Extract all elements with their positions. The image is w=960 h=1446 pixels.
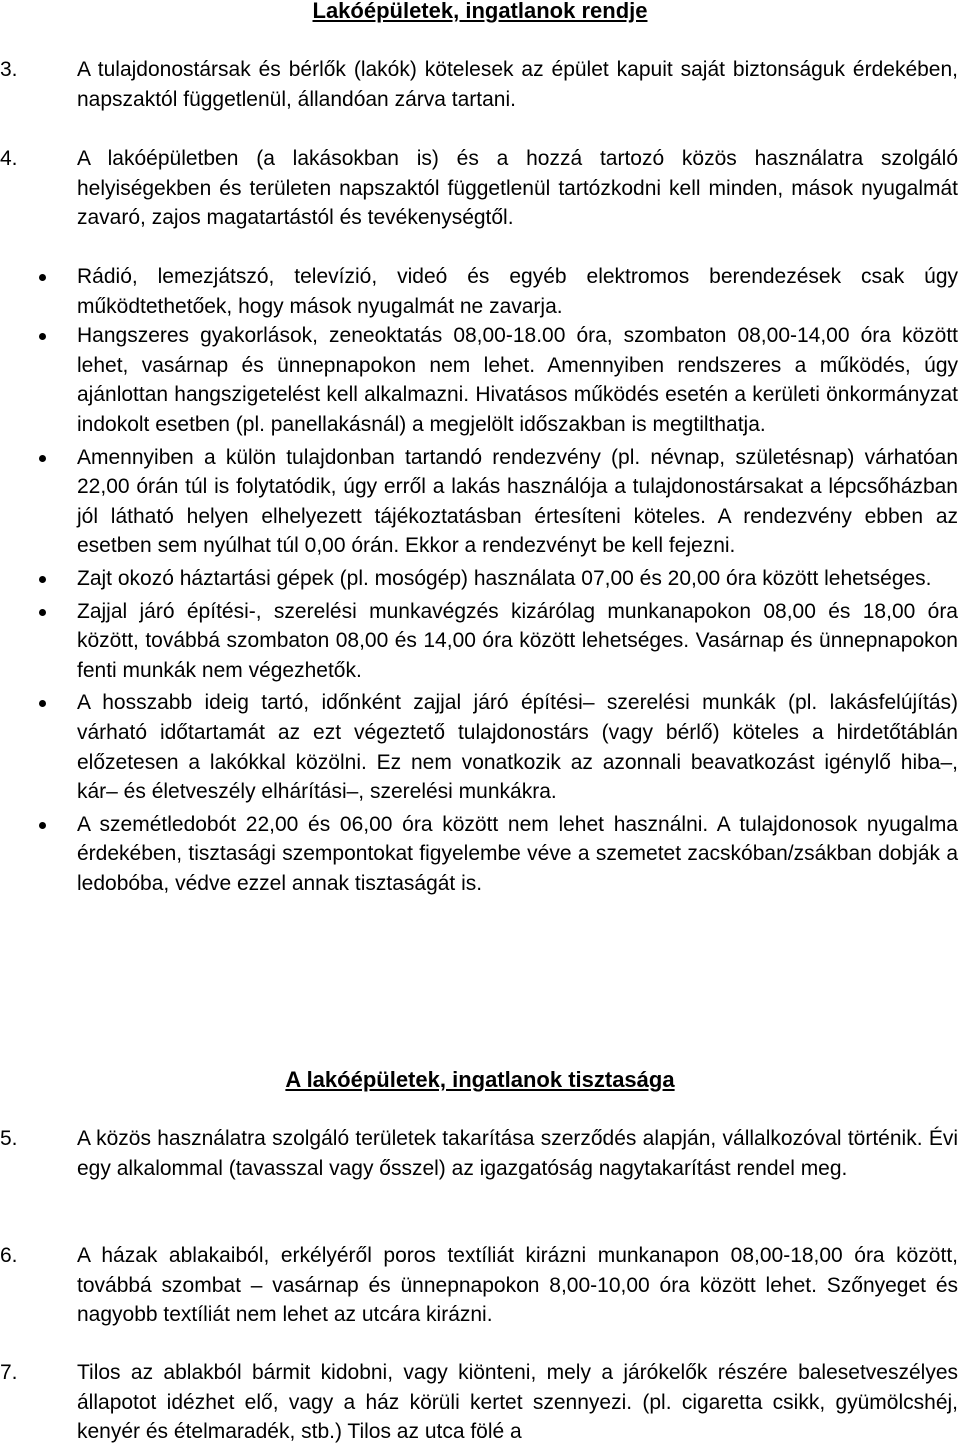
list-item [0, 688, 958, 806]
bullet-list [0, 262, 958, 898]
item-number: 7. [0, 1361, 18, 1384]
list-item-text: Zajjal járó építési-, szerelési munkavégzés kizárólag munkanapokon 08,00 és 18,00 óra között, továbbá szombaton 08,00 és 14,00 óra között lehetséges. Vasárnap és ünnepnapokon fenti munkák nem végezhetők. [77, 599, 958, 682]
item-number: 6. [0, 1244, 18, 1267]
list-item [0, 564, 958, 594]
item-number: 4. [0, 147, 18, 170]
numbered-item-6 [0, 1241, 958, 1330]
numbered-item-7 [0, 1358, 958, 1446]
list-item-text: Zajt okozó háztartási gépek (pl. mosógép) használata 07,00 és 20,00 óra között lehetséges. [77, 566, 932, 590]
list-item-text: Amennyiben a külön tulajdonban tartandó rendezvény (pl. névnap, születésnap) várhatóan 22,00 órán túl is folytatódik, úgy erről a lakás használója a tulajdonostársakat a lépcsőházban jól látható helyen elhelyezett tájékoztatásban értesíteni köteles. A rendezvény ebben az esetben sem nyúlhat túl 0,00 órán. Ekkor a rendezvényt be kell fejezni. [77, 445, 958, 558]
bullet-icon [0, 443, 77, 561]
bullet-icon [0, 321, 77, 439]
list-item [0, 443, 958, 561]
bullet-icon [0, 564, 77, 594]
item-text: A tulajdonostársak és bérlők (lakók) kötelesek az épület kapuit saját biztonságuk érdekében, napszaktól függetlenül, állandóan zárva tartani. [77, 58, 958, 111]
section-heading-cleanliness: A lakóépületek, ingatlanok tisztasága [285, 1067, 675, 1092]
item-text: Tilos az ablakból bármit kidobni, vagy kiönteni, mely a járókelők részére balesetveszélyes állapotot idézhet elő, vagy a ház körüli kertet szennyezi. (pl. cigaretta csikk, gyümölcshéj, kenyér és ételmaradék, stb.) Tilos az utca fölé a [77, 1361, 958, 1444]
list-item-text: A hosszabb ideig tartó, időnként zajjal járó építési– szerelési munkák (pl. lakásfelújítás) várható időtartamát az ezt végeztető tulajdonostárs (vagy bérlő) köteles a hirdetőtáblán előzetesen a lakókkal közölni. Ez nem vonatkozik az azonnali beavatkozást igénylő hiba–, kár– és életveszély elhárítási–, szerelési munkákra. [77, 691, 958, 804]
list-item-text: Rádió, lemezjátszó, televízió, videó és egyéb elektromos berendezések csak úgy működtethetőek, hogy mások nyugalmát ne zavarja. [77, 265, 958, 318]
item-text: A közös használatra szolgáló területek takarítása szerződés alapján, vállalkozóval történik. Évi egy alkalommal (tavasszal vagy ősszel) az igazgatóság nagytakarítást rendel meg. [77, 1127, 958, 1180]
list-item [0, 597, 958, 686]
list-item-text: Hangszeres gyakorlások, zeneoktatás 08,00-18.00 óra, szombaton 08,00-14,00 óra között lehet, vasárnap és ünnepnapokon nem lehet. Amennyiben rendszeres a működés, úgy ajánlottan hangszigetelést kell alkalmazni. Hivatásos működés esetén a kerületi önkormányzat indokolt esetben (pl. panellakásnál) a megjelölt időszakban is megtilthatja. [77, 324, 958, 436]
list-item [0, 262, 958, 321]
bullet-icon [0, 597, 77, 686]
section-heading-order: Lakóépületek, ingatlanok rendje [312, 0, 648, 23]
numbered-item-5 [0, 1124, 958, 1183]
numbered-item-3 [0, 55, 958, 114]
bullet-icon [0, 262, 77, 321]
item-number: 5. [0, 1127, 18, 1150]
list-item [0, 321, 958, 439]
item-text: A házak ablakaiból, erkélyéről poros textíliát kirázni munkanapon 08,00-18,00 óra között, továbbá szombat – vasárnap és ünnepnapokon 8,00-10,00 óra között lehet. Szőnyeget és nagyobb textíliát nem lehet az utcára kirázni. [77, 1244, 958, 1327]
item-text: A lakóépületben (a lakásokban is) és a hozzá tartozó közös használatra szolgáló helyiségekben és területen napszaktól függetlenül tartózkodni kell minden, mások nyugalmát zavaró, zajos magatartástól és tevékenységtől. [77, 147, 958, 230]
list-item-text: A szemétledobót 22,00 és 06,00 óra között nem lehet használni. A tulajdonosok nyugalma érdekében, tisztasági szempontokat figyelembe véve a szemetet zacskóban/zsákban dobják a ledobóba, védve ezzel annak tisztaságát is. [77, 812, 958, 895]
list-item [0, 810, 958, 899]
numbered-item-4 [0, 144, 958, 233]
item-number: 3. [0, 58, 18, 81]
bullet-icon [0, 810, 77, 899]
bullet-icon [0, 688, 77, 806]
